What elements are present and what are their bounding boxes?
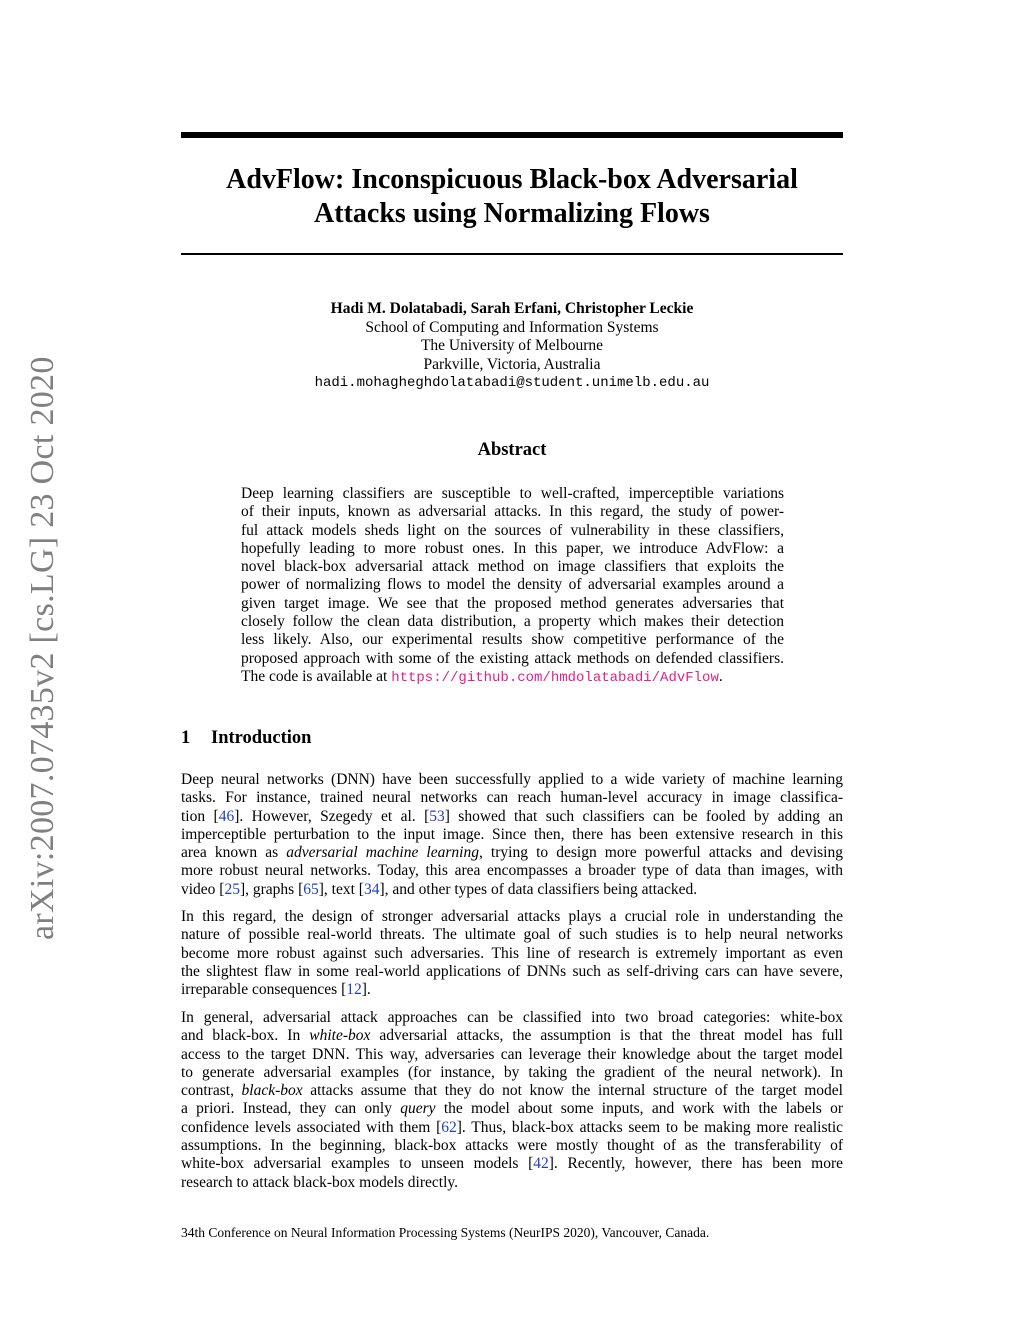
title-rule-top	[181, 132, 843, 138]
paragraph-line	[181, 844, 843, 862]
text-run: access to the target DNN. This way, adversaries can leverage their knowledge about the target model	[181, 1045, 843, 1063]
paragraph-line	[181, 1046, 843, 1064]
citation-link[interactable]: 34	[363, 880, 380, 898]
paragraph-line	[181, 1009, 843, 1027]
abstract-line: given target image. We see that the proposed method generates adversaries that	[241, 594, 784, 612]
paper-title	[181, 163, 843, 231]
text-run: white-box adversarial examples to unseen models [	[181, 1155, 534, 1173]
abstract-line: less likely. Also, our experimental results show competitive performance of the	[241, 631, 784, 649]
paragraph-line	[181, 926, 843, 944]
emphasized-text: black-box	[241, 1082, 303, 1100]
citation-link[interactable]: 42	[533, 1155, 549, 1173]
emphasized-text: query	[400, 1100, 436, 1118]
text-run: ], text [	[318, 880, 364, 898]
text-run: tasks. For instance, trained neural networks can reach human-level accuracy in image classifica-	[181, 789, 843, 807]
text-run: to generate adversarial examples (for instance, by taking the gradient of the neural network). In	[181, 1063, 843, 1081]
text-run: ]. However, Szegedy et al. [	[234, 807, 430, 825]
text-run: a priori. Instead, they can only	[181, 1100, 401, 1118]
paragraph-line	[181, 1174, 843, 1192]
affiliation-line: The University of Melbourne	[420, 337, 604, 354]
text-run: ]. Recently, however, there has been more	[548, 1155, 843, 1173]
author-block	[181, 300, 843, 393]
abstract-last-line	[241, 668, 784, 687]
text-run: the slightest flaw in some real-world applications of DNNs such as self-driving cars can have severe,	[181, 962, 843, 980]
text-run: In general, adversarial attack approaches can be classified into two broad categories: white-box	[181, 1009, 843, 1026]
text-run: assumptions. In the beginning, black-box attacks were mostly thought of as the transferability of	[181, 1137, 843, 1155]
arxiv-stamp: arXiv:2007.07435v2 [cs.LG] 23 Oct 2020	[24, 356, 61, 940]
text-run: confidence levels associated with them [	[181, 1118, 442, 1136]
paper-title-line-1: AdvFlow: Inconspicuous Black-box Adversarial	[226, 164, 798, 195]
abstract-code-prefix: The code is available at	[241, 667, 392, 685]
paragraph-line	[181, 1100, 843, 1118]
paragraph-line	[181, 1082, 843, 1100]
section-heading-introduction	[181, 728, 311, 749]
text-run: become more robust against such adversaries. This line of research is extremely important as even	[181, 944, 843, 962]
text-run: the model about some inputs, and work with the labels or	[435, 1100, 843, 1118]
paragraph-line	[181, 789, 843, 807]
abstract-line: proposed approach with some of the existing attack methods on defended classifiers.	[241, 649, 784, 667]
paragraph-line	[181, 1027, 843, 1045]
text-run: adversarial attacks, the assumption is that the threat model has full	[370, 1027, 843, 1045]
conference-footnote: 34th Conference on Neural Information Processing Systems (NeurIPS 2020), Vancouver, Canada.	[181, 1225, 710, 1240]
text-run: area known as	[181, 844, 287, 862]
intro-paragraph-3	[181, 1009, 843, 1192]
paragraph-line	[181, 981, 843, 999]
text-run: video [	[181, 880, 225, 898]
citation-link[interactable]: 46	[218, 807, 235, 825]
author-email[interactable]: hadi.mohagheghdolatabadi@student.unimelb.edu.au	[314, 375, 710, 391]
paragraph-line	[181, 1137, 843, 1155]
text-run: , trying to design more powerful attacks and devising	[478, 844, 843, 862]
paper-title-line-2: Attacks using Normalizing Flows	[314, 198, 710, 229]
citation-link[interactable]: 53	[429, 807, 445, 825]
text-run: and black-box. In	[181, 1027, 310, 1045]
abstract-line: novel black-box adversarial attack method on image classifiers that exploits the	[241, 558, 784, 576]
code-repository-link[interactable]: https://github.com/hmdolatabadi/AdvFlow	[391, 669, 719, 686]
paragraph-line	[181, 1119, 843, 1137]
affiliation-line: School of Computing and Information Systems	[365, 318, 659, 336]
abstract-line: closely follow the clean data distribution, a property which makes their detection	[241, 613, 784, 631]
abstract-line: hopefully leading to more robust ones. In this paper, we introduce AdvFlow: a	[241, 539, 784, 557]
text-run: attacks assume that they do not know the internal structure of the target model	[302, 1082, 843, 1100]
citation-link[interactable]: 65	[303, 880, 319, 898]
text-run: ], and other types of data classifiers being attacked.	[379, 880, 698, 898]
text-run: imperceptible perturbation to the input image. Since then, there has been extensive research in this	[181, 825, 843, 843]
paragraph-line	[181, 945, 843, 963]
paragraph-line	[181, 771, 843, 789]
intro-paragraph-2	[181, 908, 843, 999]
text-run: nature of possible real-world threats. The ultimate goal of such studies is to help neural networks	[181, 926, 843, 944]
paragraph-line	[181, 1155, 843, 1173]
text-run: contrast,	[181, 1082, 242, 1100]
section-number: 1	[181, 728, 191, 748]
abstract-heading: Abstract	[477, 440, 547, 460]
abstract-code-suffix: .	[718, 667, 723, 685]
abstract-line: ful attack models sheds light on the sources of vulnerability in these classifiers,	[241, 521, 784, 539]
section-title: Introduction	[211, 728, 312, 748]
citation-link[interactable]: 25	[224, 880, 240, 898]
affiliation-line: Parkville, Victoria, Australia	[423, 355, 601, 373]
paragraph-line	[181, 826, 843, 844]
emphasized-text: white-box	[309, 1027, 371, 1045]
abstract-line: of their inputs, known as adversarial attacks. In this regard, the study of power-	[241, 503, 784, 521]
abstract-line: Deep learning classifiers are susceptible to well-crafted, imperceptible variations	[241, 485, 784, 502]
author-names: Hadi M. Dolatabadi, Sarah Erfani, Christopher Leckie	[330, 300, 694, 317]
paragraph-line	[181, 963, 843, 981]
text-run: ]. Thus, black-box attacks seem to be making more realistic	[456, 1118, 844, 1136]
paragraph-line	[181, 1064, 843, 1082]
paragraph-line	[181, 908, 843, 926]
intro-paragraph-1	[181, 771, 843, 899]
paragraph-line	[181, 808, 843, 826]
text-run: ].	[361, 981, 371, 999]
paragraph-line	[181, 862, 843, 880]
text-run: irreparable consequences [	[181, 981, 347, 999]
paragraph-line	[181, 881, 843, 899]
citation-link[interactable]: 62	[441, 1118, 457, 1136]
text-run: ], graphs [	[239, 880, 304, 898]
abstract-line: power of normalizing flows to model the density of adversarial examples around a	[241, 576, 784, 594]
text-run: research to attack black-box models directly.	[181, 1173, 459, 1191]
citation-link[interactable]: 12	[346, 981, 362, 999]
text-run: more robust neural networks. Today, this area encompasses a broader type of data than images, with	[181, 862, 843, 880]
text-run: Deep neural networks (DNN) have been successfully applied to a wide variety of machine learning	[181, 771, 843, 788]
text-run: ] showed that such classifiers can be fooled by adding an	[444, 807, 843, 825]
text-run: In this regard, the design of stronger adversarial attacks plays a crucial role in understanding the	[181, 908, 843, 925]
abstract-body	[241, 485, 784, 687]
title-rule-bottom	[181, 253, 843, 255]
text-run: tion [	[181, 807, 219, 825]
emphasized-text: adversarial machine learning	[286, 844, 479, 862]
